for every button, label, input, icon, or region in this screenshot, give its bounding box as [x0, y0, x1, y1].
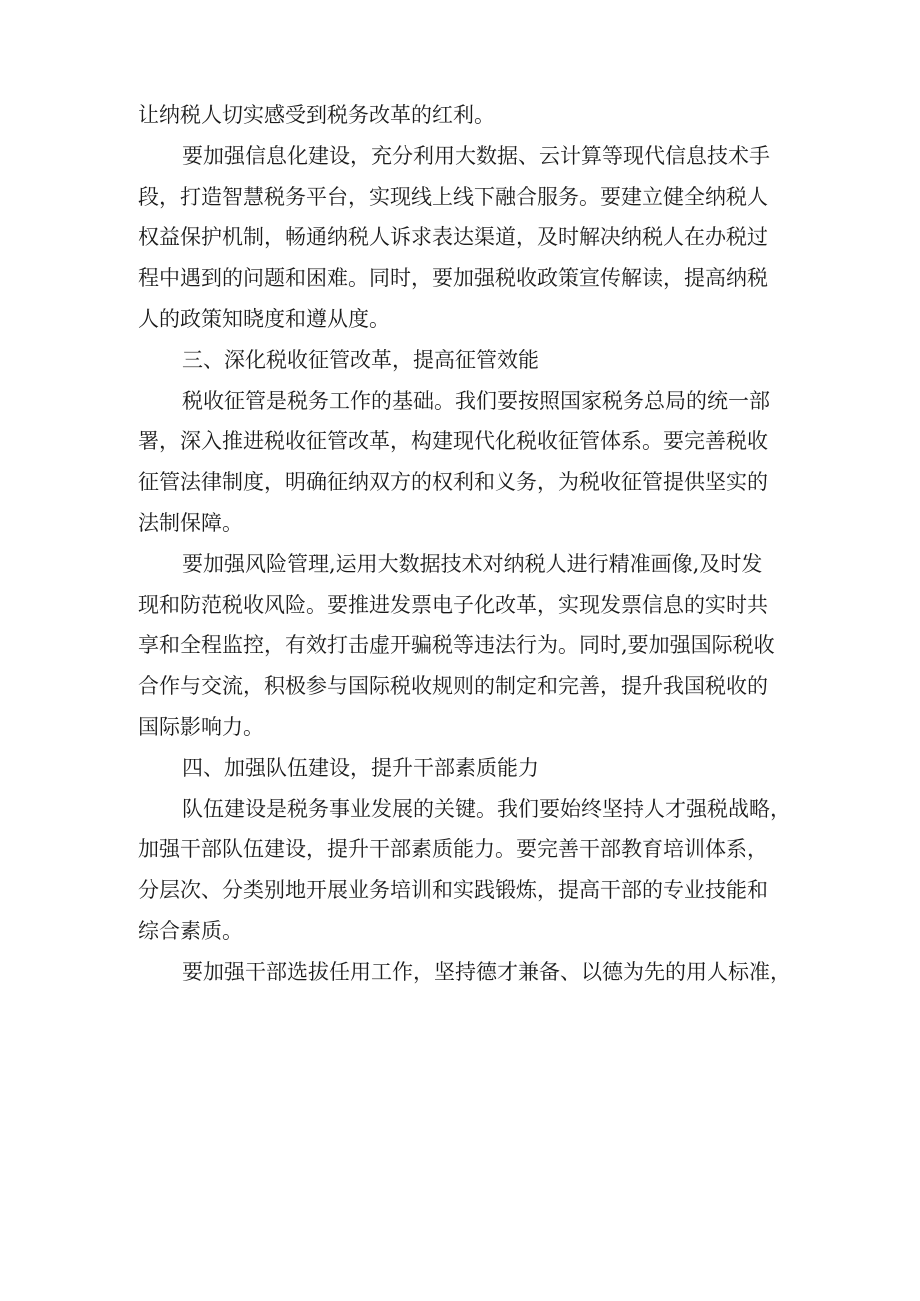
- paragraph-line: 让纳税人切实感受到税务改革的红利。: [138, 103, 495, 127]
- section-heading: [138, 340, 798, 381]
- body-paragraph: [138, 952, 798, 993]
- body-paragraph: [138, 789, 798, 952]
- paragraph-line: 程中遇到的问题和困难。同时，要加强税收政策宣传解读，提高纳税: [138, 266, 768, 291]
- paragraph-line: 权益保护机制，畅通纳税人诉求表达渠道，及时解决纳税人在办税过: [138, 225, 768, 250]
- heading-text: 三、深化税收征管改革，提高征管效能: [182, 347, 539, 372]
- paragraph-line: 合作与交流，积极参与国际税收规则的制定和完善，提升我国税收的: [138, 674, 768, 699]
- paragraph-line: 综合素质。: [138, 918, 243, 943]
- paragraph-line: 加强干部队伍建设，提升干部素质能力。要完善干部教育培训体系，: [138, 837, 768, 862]
- document-body: [138, 95, 798, 993]
- paragraph-line: 现和防范税收风险。要推进发票电子化改革，实现发票信息的实时共: [138, 592, 768, 617]
- heading-text: 四、加强队伍建设，提升干部素质能力: [182, 755, 539, 780]
- paragraph-line: 法制保障。: [138, 510, 243, 535]
- paragraph-line: 分层次、分类别地开展业务培训和实践锻炼，提高干部的专业技能和: [138, 878, 768, 903]
- paragraph-line: 要加强风险管理,运用大数据技术对纳税人进行精准画像,及时发: [182, 551, 763, 576]
- paragraph-line: 税收征管是税务工作的基础。我们要按照国家税务总局的统一部: [182, 388, 770, 413]
- paragraph-line: 国际影响力。: [138, 714, 264, 739]
- paragraph-line: 署，深入推进税收征管改革，构建现代化税收征管体系。要完善税收: [138, 429, 768, 454]
- paragraph-line: 要加强信息化建设，充分利用大数据、云计算等现代信息技术手: [182, 143, 770, 168]
- section-heading: [138, 748, 798, 789]
- paragraph-line: 段，打造智慧税务平台，实现线上线下融合服务。要建立健全纳税人: [138, 184, 768, 209]
- paragraph-line: 人的政策知晓度和遵从度。: [138, 306, 390, 331]
- paragraph-line: 队伍建设是税务事业发展的关键。我们要始终坚持人才强税战略，: [182, 796, 791, 821]
- body-paragraph: [138, 544, 798, 748]
- body-paragraph: [138, 381, 798, 544]
- body-paragraph: [138, 136, 798, 340]
- paragraph-line: 要加强干部选拔任用工作，坚持德才兼备、以德为先的用人标准，: [182, 959, 791, 984]
- body-paragraph: [138, 95, 798, 136]
- paragraph-line: 征管法律制度，明确征纳双方的权利和义务，为税收征管提供坚实的: [138, 470, 768, 495]
- paragraph-line: 享和全程监控，有效打击虚开骗税等违法行为。同时,要加强国际税收: [138, 633, 775, 658]
